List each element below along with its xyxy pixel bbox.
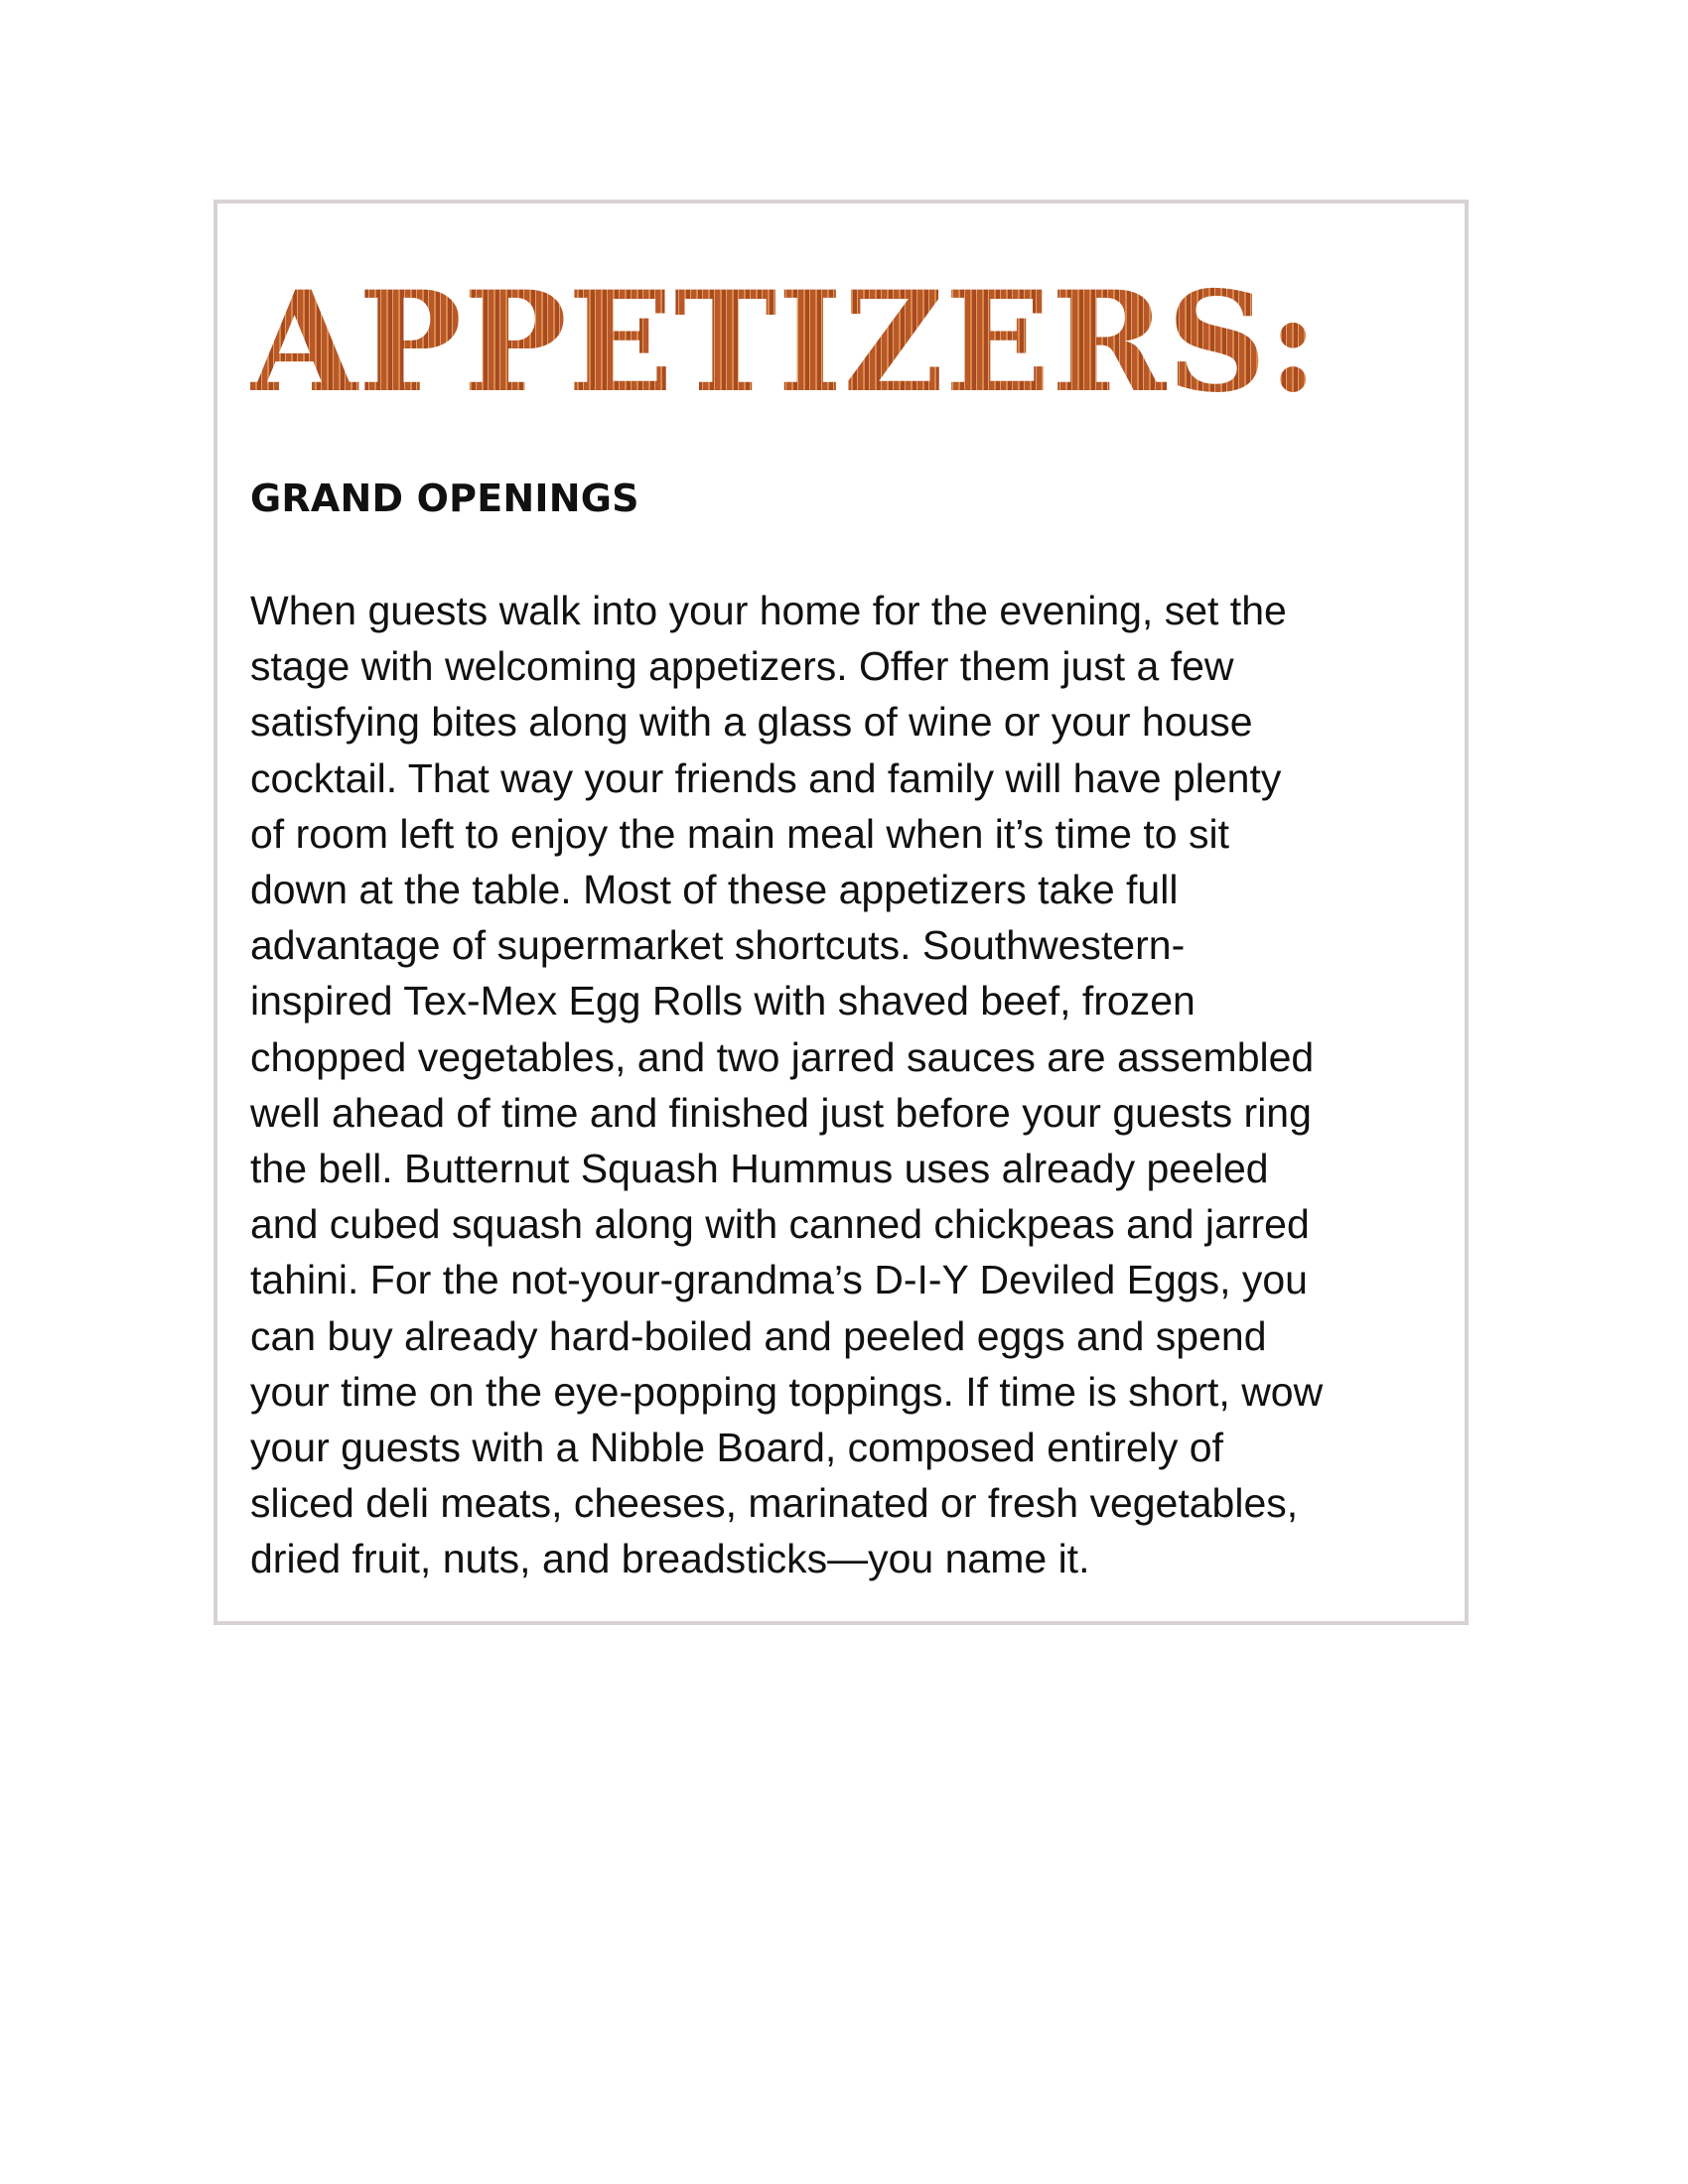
body-line: cocktail. That way your friends and family will have plenty [250,754,1282,801]
body-line: can buy already hard-boiled and peeled eggs and spend [250,1312,1267,1359]
section-subtitle: GRAND OPENINGS [250,477,639,520]
body-line: satisfying bites along with a glass of wine or your house [250,699,1253,746]
body-line: dried fruit, nuts, and breadsticks—you name it. [250,1536,1090,1582]
body-line: and cubed squash along with canned chickpeas and jarred [250,1201,1310,1248]
body-line: stage with welcoming appetizers. Offer them just a few [250,643,1234,690]
body-line: well ahead of time and finished just before your guests ring [250,1089,1312,1136]
body-line: of room left to enjoy the main meal when it’s time to sit [250,810,1229,857]
body-line: the bell. Butternut Squash Hummus uses already peeled [250,1146,1269,1192]
body-line: advantage of supermarket shortcuts. Southwestern- [250,922,1186,969]
body-line: down at the table. Most of these appetizers take full [250,867,1179,913]
body-line: your time on the eye-popping toppings. If time is short, wow [250,1368,1324,1415]
body-line: When guests walk into your home for the evening, set the [250,588,1287,633]
body-line: your guests with a Nibble Board, composed entirely of [250,1425,1223,1471]
body-line: chopped vegetables, and two jarred sauces are assembled [250,1033,1315,1080]
body-line: tahini. For the not-your-grandma’s D-I-Y Deviled Eggs, you [250,1257,1308,1303]
body-line: sliced deli meats, cheeses, marinated or fresh vegetables, [250,1480,1299,1527]
content-frame [213,200,1469,1625]
page-title: APPETIZERS: [250,260,1320,423]
body-paragraph [250,583,1452,1587]
body-line: inspired Tex-Mex Egg Rolls with shaved beef, frozen [250,978,1196,1024]
